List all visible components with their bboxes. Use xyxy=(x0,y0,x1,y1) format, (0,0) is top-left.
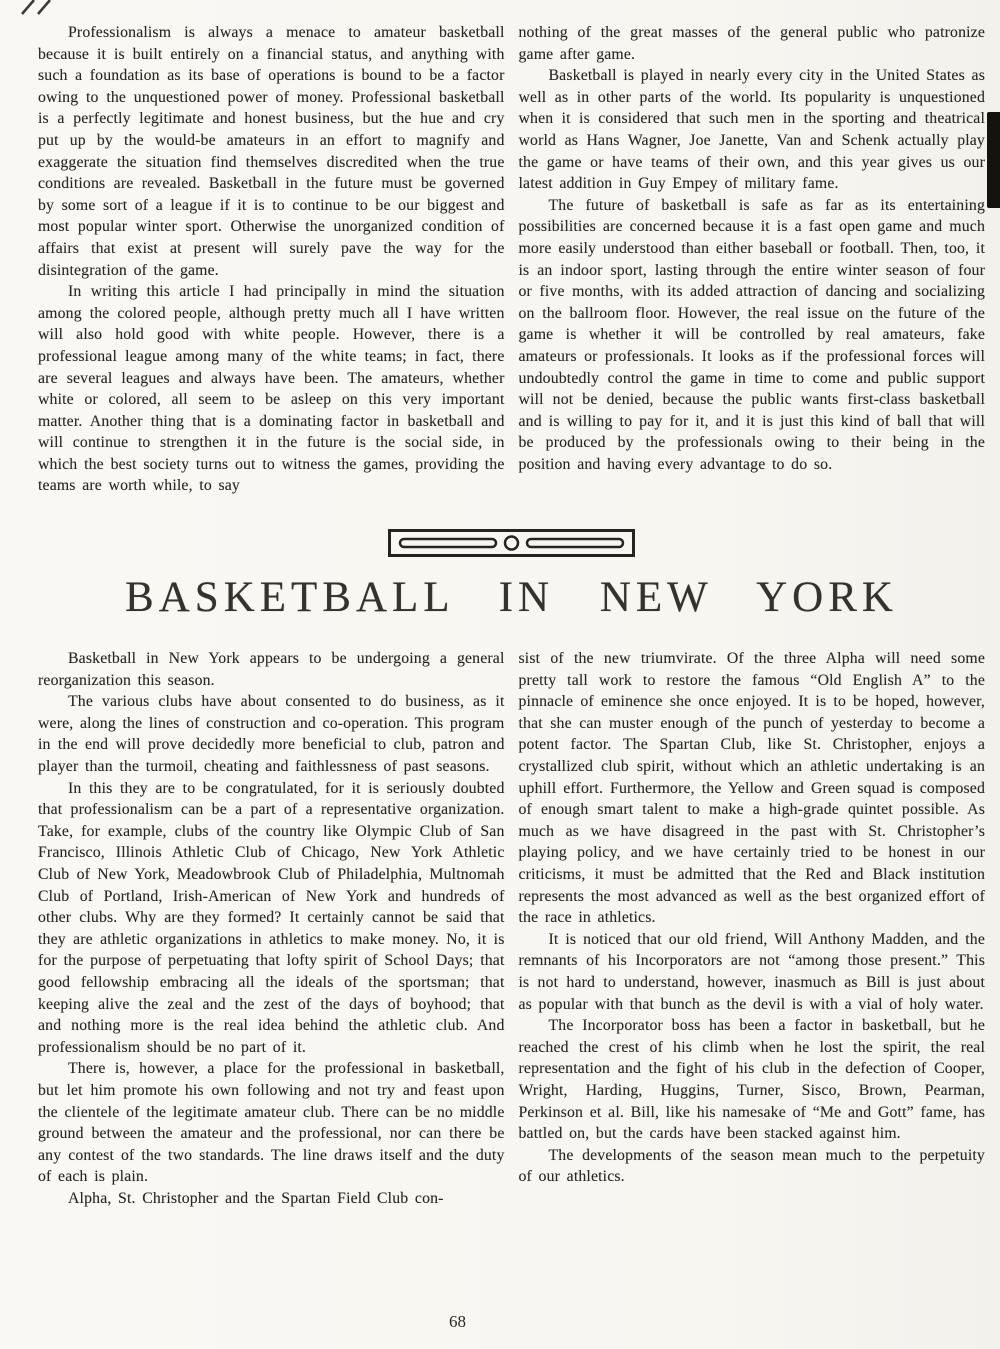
paragraph: Alpha, St. Christopher and the Spartan Field Club con- xyxy=(68,1189,444,1207)
top-article-left-column xyxy=(38,22,505,497)
bottom-article-right-column xyxy=(519,648,986,1209)
top-article xyxy=(38,22,985,497)
paragraph: The Incorporator boss has been a factor in basketball, but he reached the crest of his climb when he lost the spirit, the real representation and the fight of his club in the defection of Cooper, Wright, Harding, Huggins, Turner, Sisco, Brown, Pearman, Perkinson et al. Bill, like his namesake of “Me and Gott” fame, has battled on, but the cards have been stacked against him. xyxy=(518,1017,985,1143)
paragraph: Professionalism is always a menace to amateur basketball because it is built entirely on a financial status, and anything with such a foundation as its base of operations is bound to be a factor owing to the unquestioned power of money. Professional basketball is a perfectly legitimate and honest business, but the hue and cry put up by the would-be amateurs in an effort to magnify and exaggerate the situation find themselves discredited when the true conditions are revealed. Basketball in the future must be governed by some sort of a league if it is to continue to be our biggest and most popular winter sport. Otherwise the unorganized condition of affairs that exist at present will surely pave the way for the disintegration of the game. xyxy=(38,24,505,279)
paragraph: Basketball in New York appears to be undergoing a general reorganization this season. xyxy=(38,650,505,689)
scan-corner-marks xyxy=(18,0,62,16)
paragraph: In this they are to be congratulated, for it is seriously doubted that professionalism can be a part of a representative organization. Take, for example, clubs of the country like Olympic Club of San Francisco, Illinois Athletic Club of Chicago, New York Athletic Club of New York, Meadowbrook Club of Philadelphia, Multnomah Club of Portland, Irish-American of New York and hundreds of other clubs. Why are they formed? It certainly cannot be said that they are athletic organizations in athletics to make money. No, it is for the purpose of perpetuating that lofty spirit of School Days; that good fellowship embracing all the ideals of the sportsman; that keeping alive the zeal and the zest of the days of boyhood; that and nothing more is the real idea behind the athletic club. And professionalism should be no part of it. xyxy=(38,779,505,1056)
paragraph: sist of the new triumvirate. Of the three Alpha will need some pretty tall work to restore the famous “Old English A” to the pinnacle of eminence she once enjoyed. It is to be hoped, however, that she can muster enough of the punch of yesterday to become a potent factor. The Spartan Club, like St. Christopher, enjoys a crystallized club spirit, without which an athletic undertaking is an uphill effort. Furthermore, the Yellow and Green squad is composed of enough smart talent to make a high-grade quintet possible. As much as we have disagreed in the past with St. Christopher’s playing policy, and we have certainly tried to be honest in our criticisms, it must be admitted that the Red and Black institution represents the most advanced as well as the best organized effort of the race in athletics. xyxy=(518,650,985,927)
paragraph: The developments of the season mean much to the perpetuity of our athletics. xyxy=(518,1146,985,1186)
paragraph: Basketball is played in nearly every city in the United States as well as in other parts of the world. Its popularity is unquestioned when it is considered that such men in the sporting and theatrical world as Hans Wagner, Joe Janette, Van and Schenk actually play the game or have teams of their own, and this year gives us our latest addition in Guy Empey of military fame. xyxy=(518,67,985,193)
divider-ornament xyxy=(388,529,635,557)
top-article-right-column xyxy=(519,22,986,497)
paragraph: The various clubs have about consented to do business, as it were, along the lines of construction and co-operation. This program in the end will prove decidedly more beneficial to club, patron and player than the turmoil, cheating and faithlessness of past seasons. xyxy=(38,693,505,776)
bottom-article-left-column xyxy=(38,648,505,1209)
paragraph: It is noticed that our old friend, Will Anthony Madden, and the remnants of his Incorporators are not “among those present.” This is not hard to understand, however, inasmuch as Bill is just about as popular with that bunch as the devil is with a vial of holy water. xyxy=(518,930,985,1013)
paragraph: In writing this article I had principally in mind the situation among the colored people, although pretty much all I have written will also hold good with white people. However, there is a professional league among many of the white teams; in fact, there are several leagues and always have been. The amateurs, whether white or colored, all seem to be asleep on this very important matter. Another thing that is a dominating factor in basketball and will continue to strengthen it in the future is the social side, in which the best society turns out to witness the games, providing the teams are worth while, to say xyxy=(38,283,505,495)
page-number: 68 xyxy=(449,1312,466,1331)
article-headline: BASKETBALL IN NEW YORK xyxy=(125,574,898,622)
paragraph: nothing of the great masses of the general public who patronize game after game. xyxy=(518,24,985,63)
paragraph: There is, however, a place for the professional in basketball, but let him promote his own following and not try and feast upon the clientele of the legitimate amateur club. There can be no middle ground between the amateur and the professional, nor can there be any contest of the two standards. The line draws itself and the duty of each is plain. xyxy=(38,1060,505,1186)
scan-edge-artifact xyxy=(987,112,1000,208)
bottom-article xyxy=(38,648,985,1209)
paragraph: The future of basketball is safe as far as its entertaining possibilities are concerned because it is a fast open game and much more easily understood than either baseball or football. Then, too, it is an indoor sport, lasting through the entire winter season of four or five months, with its added attraction of dancing and socializing on the ballroom floor. However, the real issue on the future of the game is whether it will be controlled by real amateurs, fake amateurs or professionals. It looks as if the professional forces will undoubtedly control the game in time to come and public support will not be denied, because the public wants first-class basketball and is willing to pay for it, and it is just this kind of ball that will be produced by the professionals owing to their being in the position and having every advantage to do so. xyxy=(518,196,985,473)
